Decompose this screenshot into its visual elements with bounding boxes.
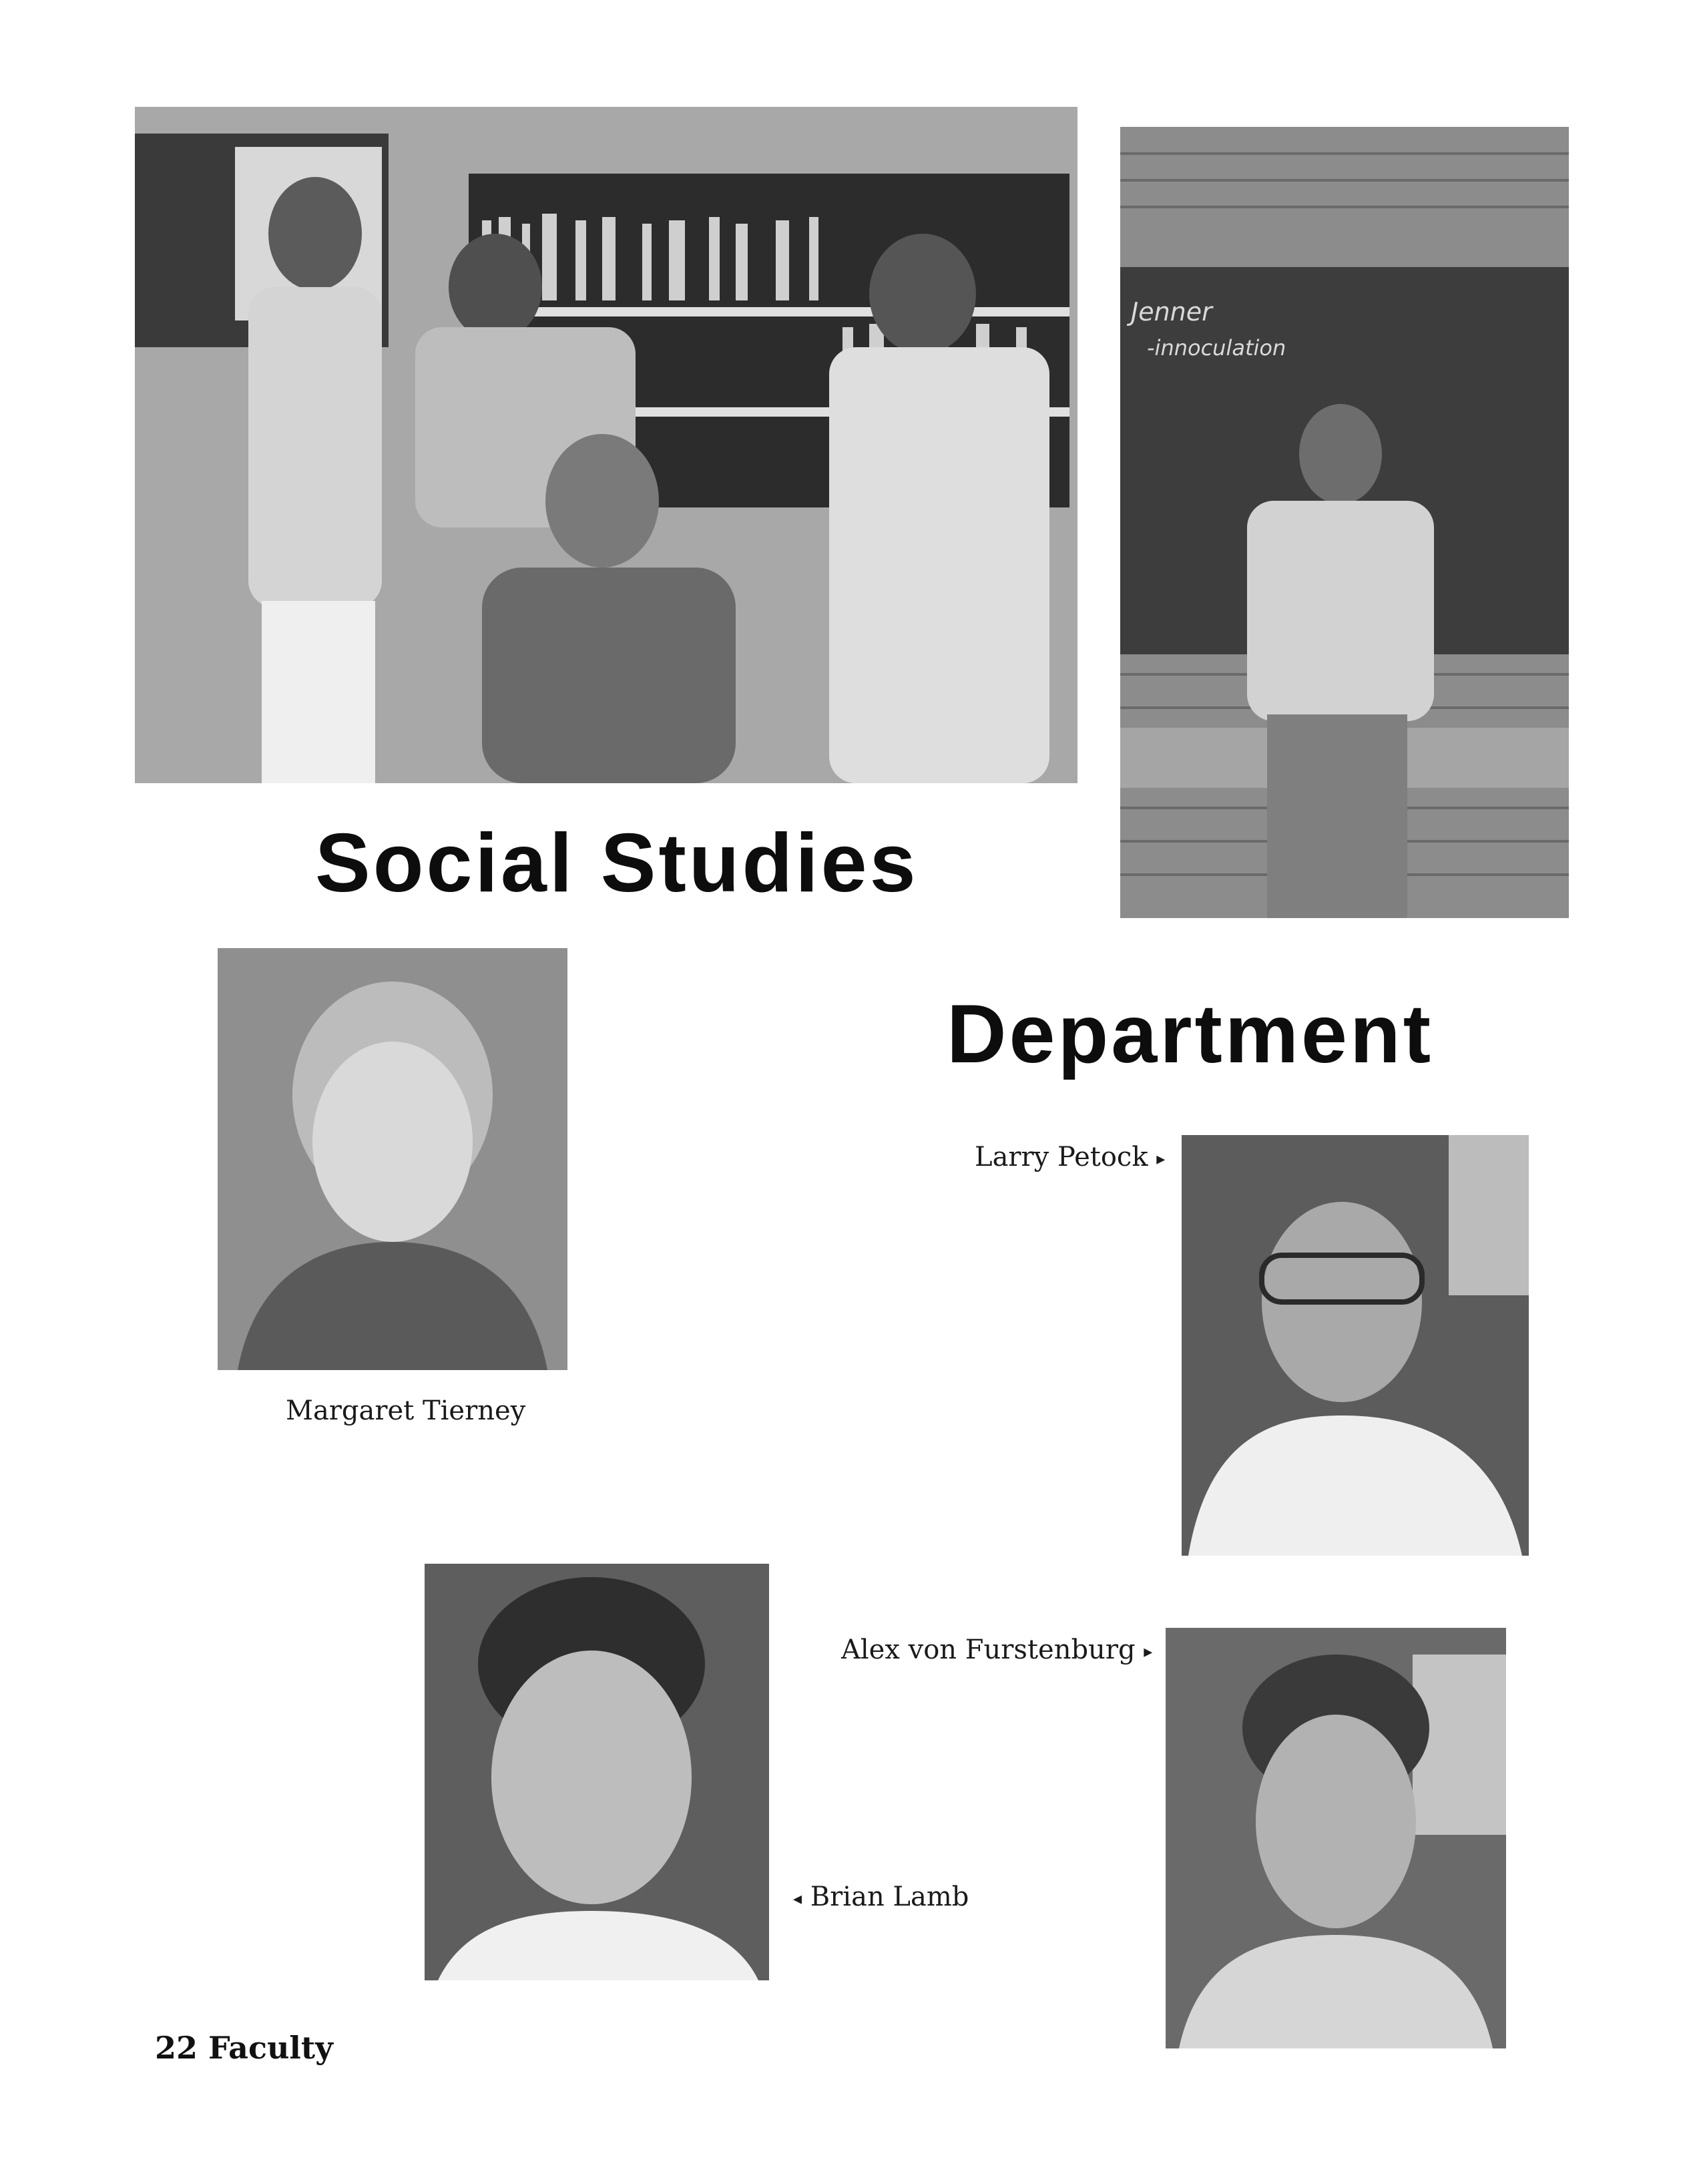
page-title-line-1: Social Studies: [315, 817, 919, 909]
caption-larry-petock: [975, 1142, 1165, 1172]
section-name: Faculty: [208, 2030, 333, 2066]
pointer-right-icon: ▸: [1144, 1642, 1153, 1662]
chalkboard-photo: [1120, 127, 1569, 918]
chalkboard-line-1: Jenner: [1131, 297, 1212, 326]
portrait-brian-lamb: [425, 1564, 769, 1980]
caption-name: Margaret Tierney: [286, 1395, 526, 1426]
portrait-alex-von-furstenburg: [1166, 1628, 1506, 2048]
pointer-right-icon: ▸: [1156, 1149, 1166, 1169]
page-folio: [155, 2030, 333, 2066]
caption-margaret-tierney: [286, 1395, 525, 1426]
caption-brian-lamb: [793, 1882, 969, 1912]
portrait-margaret-tierney: [218, 948, 567, 1370]
group-photo: [135, 107, 1077, 783]
portrait-larry-petock: [1182, 1135, 1529, 1556]
pointer-left-icon: ◂: [793, 1889, 802, 1909]
chalkboard-line-2: -innoculation: [1147, 335, 1286, 361]
caption-alex-von-furstenburg: [841, 1634, 1152, 1665]
caption-name: Brian Lamb: [810, 1882, 969, 1912]
caption-name: Larry Petock: [975, 1142, 1148, 1172]
page-title-line-2: Department: [947, 988, 1434, 1080]
caption-name: Alex von Furstenburg: [841, 1634, 1136, 1665]
page-number: 22: [155, 2030, 198, 2066]
